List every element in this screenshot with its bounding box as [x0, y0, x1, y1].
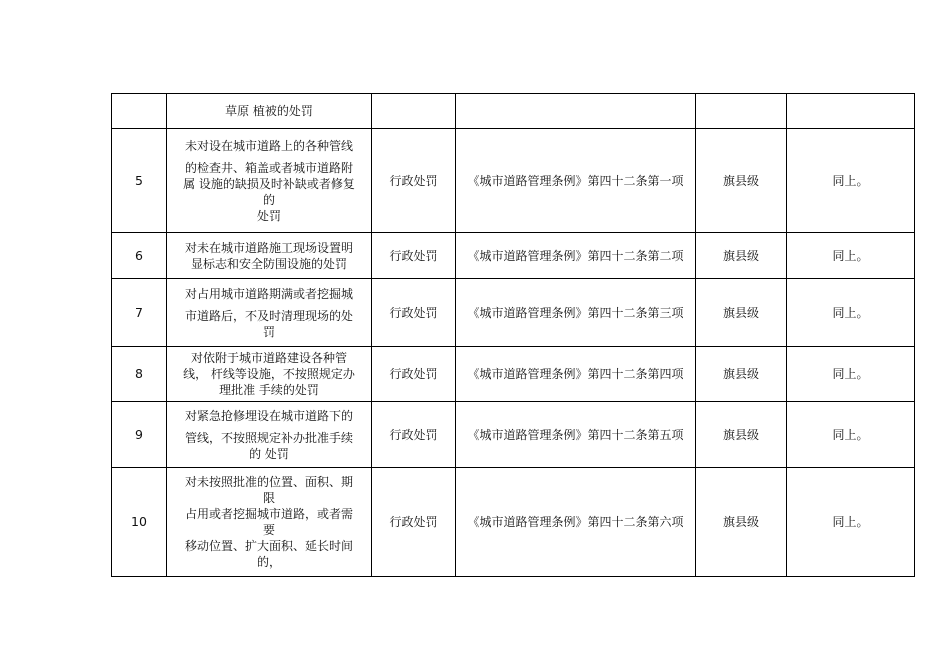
- item-type: 行政处罚: [372, 279, 456, 347]
- legal-basis: [456, 94, 696, 129]
- table-row: [112, 347, 915, 402]
- item-name-line: 限: [262, 491, 275, 505]
- item-name-line: 未对设在城市道路上的各种管线: [184, 138, 353, 153]
- legal-basis: 《城市道路管理条例》第四十二条第六项: [456, 468, 696, 577]
- item-name-line: 对占用城市道路期满或者挖掘城: [184, 286, 353, 301]
- item-name-line: 属 设施的缺损及时补缺或者修复: [183, 176, 355, 191]
- item-type: 行政处罚: [372, 233, 456, 279]
- item-name-line: 对未在城市道路施工现场设置明: [184, 240, 353, 255]
- row-number: 5: [112, 129, 167, 233]
- row-number: 8: [112, 347, 167, 402]
- item-name-line: 草原 植被的处罚: [225, 104, 313, 118]
- item-name: [167, 94, 372, 129]
- item-name-line: 显标志和安全防围设施的处罚: [190, 256, 347, 271]
- authority-level: 旗县级: [696, 402, 787, 468]
- item-name-line: 的: [262, 192, 275, 207]
- remark: [787, 94, 915, 129]
- remark: 同上。: [787, 402, 915, 468]
- item-type: 行政处罚: [372, 402, 456, 468]
- legal-basis: 《城市道路管理条例》第四十二条第五项: [456, 402, 696, 468]
- item-name-line: 的，: [256, 555, 281, 569]
- authority-level: 旗县级: [696, 347, 787, 402]
- table-row: [112, 468, 915, 577]
- item-name-line: 市道路后，不及时清理现场的处: [184, 308, 353, 323]
- item-name-line: 罚: [262, 324, 275, 339]
- item-name-line: 占用或者挖掘城市道路，或者需: [184, 507, 353, 521]
- authority-level: 旗县级: [696, 129, 787, 233]
- authority-level: 旗县级: [696, 468, 787, 577]
- item-name-line: 的检查井、箱盖或者城市道路附: [184, 160, 353, 175]
- item-type: 行政处罚: [372, 468, 456, 577]
- item-name: [167, 468, 372, 577]
- item-name: [167, 279, 372, 347]
- row-number: 7: [112, 279, 167, 347]
- legal-basis: 《城市道路管理条例》第四十二条第二项: [456, 233, 696, 279]
- remark: 同上。: [787, 233, 915, 279]
- item-name-line: 管线，不按照规定补办批准手续: [184, 430, 353, 445]
- table-row: [112, 279, 915, 347]
- table-row: [112, 94, 915, 129]
- item-name-line: 移动位置、扩大面积、延长时间: [184, 539, 353, 553]
- remark: 同上。: [787, 468, 915, 577]
- item-name-line: 对未按照批准的位置、面积、期: [184, 475, 353, 489]
- row-number: [112, 94, 167, 129]
- item-name-line: 对紧急抢修埋设在城市道路下的: [184, 408, 353, 423]
- item-type: 行政处罚: [372, 129, 456, 233]
- table-row: [112, 233, 915, 279]
- legal-basis: 《城市道路管理条例》第四十二条第一项: [456, 129, 696, 233]
- row-number: 6: [112, 233, 167, 279]
- authority-level: [696, 94, 787, 129]
- item-name-line: 对依附于城市道路建设各种管: [190, 351, 347, 365]
- item-name: [167, 347, 372, 402]
- legal-basis: 《城市道路管理条例》第四十二条第四项: [456, 347, 696, 402]
- item-name-line: 线， 杆线等设施，不按照规定办: [183, 367, 355, 381]
- penalty-table: [111, 93, 915, 577]
- item-name-line: 要: [262, 523, 275, 537]
- row-number: 10: [112, 468, 167, 577]
- row-number: 9: [112, 402, 167, 468]
- item-name-line: 的 处罚: [249, 446, 289, 461]
- legal-basis: 《城市道路管理条例》第四十二条第三项: [456, 279, 696, 347]
- item-name: [167, 129, 372, 233]
- table-row: [112, 129, 915, 233]
- remark: 同上。: [787, 129, 915, 233]
- item-name: [167, 233, 372, 279]
- item-type: [372, 94, 456, 129]
- authority-level: 旗县级: [696, 233, 787, 279]
- item-name: [167, 402, 372, 468]
- authority-level: 旗县级: [696, 279, 787, 347]
- item-type: 行政处罚: [372, 347, 456, 402]
- item-name-line: 理批准 手续的处罚: [219, 383, 319, 397]
- item-name-line: 处罚: [256, 208, 281, 223]
- remark: 同上。: [787, 279, 915, 347]
- table-row: [112, 402, 915, 468]
- remark: 同上。: [787, 347, 915, 402]
